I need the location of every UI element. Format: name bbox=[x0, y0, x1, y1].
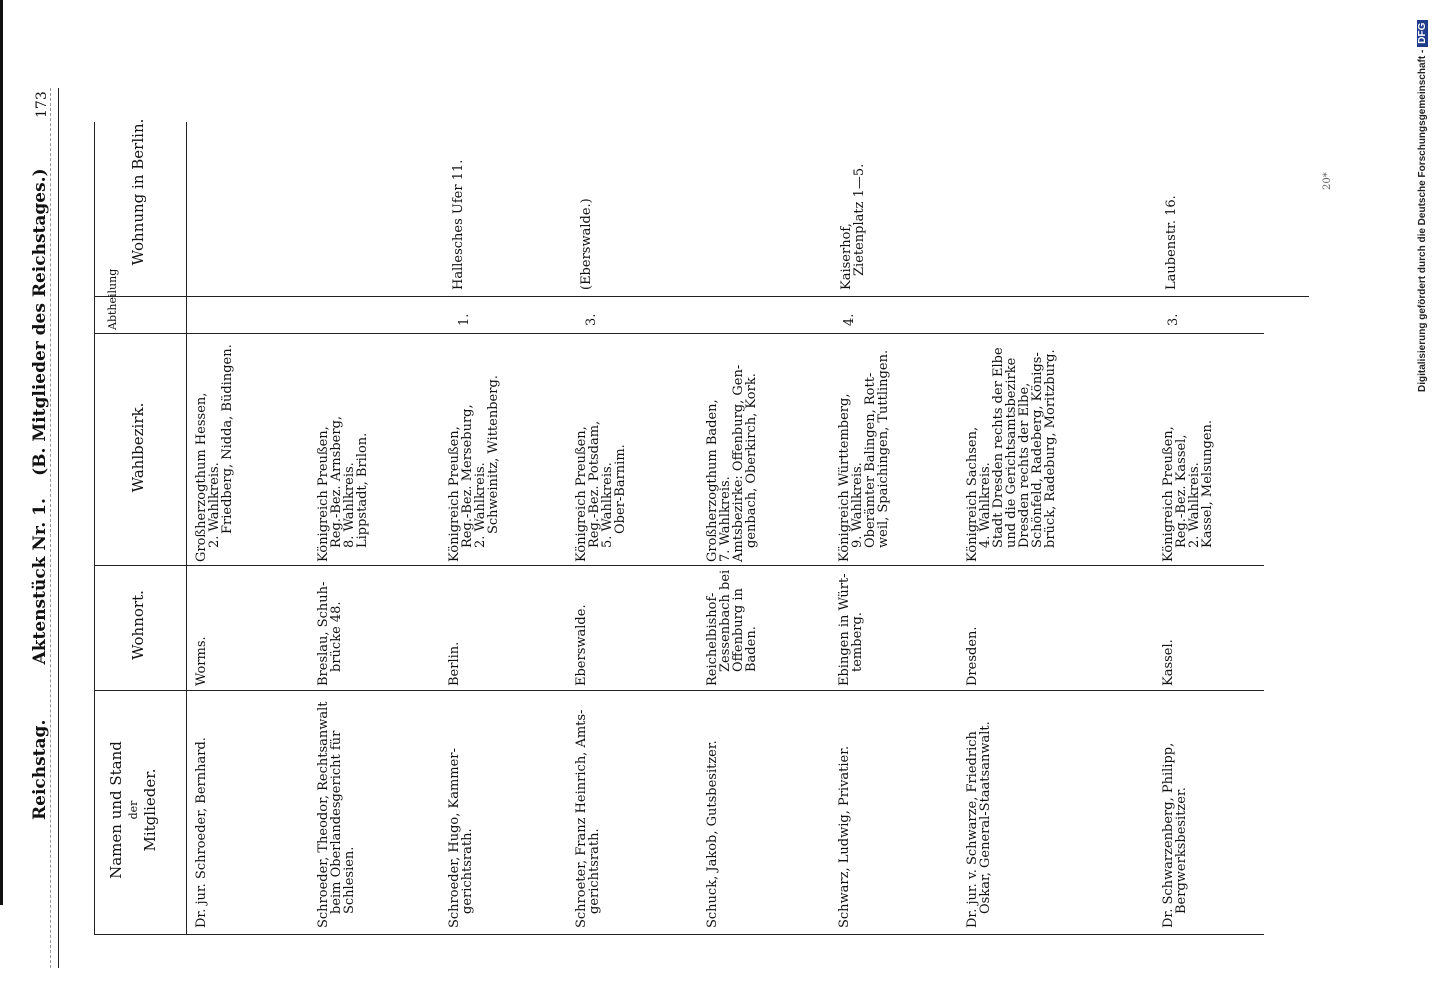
row-name-line: Dr. jur. Schroeder, Bernhard. bbox=[194, 737, 209, 928]
header-name-line1: Namen und Stand bbox=[107, 741, 125, 879]
row-residence-line: Eberswalde. bbox=[574, 604, 589, 686]
row-name-line: Dr. jur. v. Schwarze, Friedrich bbox=[965, 731, 980, 928]
row-residence-line: Breslau, Schuh- bbox=[316, 581, 331, 686]
row-district-line: Schönfeld, Radeberg, Königs- bbox=[1030, 352, 1045, 548]
row-district-line: 8. Wahlkreis. bbox=[342, 462, 357, 548]
row-name bbox=[448, 748, 474, 928]
row-district-line: Amtsbezirke: Offenburg, Gen- bbox=[731, 364, 746, 562]
row-residence bbox=[317, 582, 343, 686]
row-residence bbox=[1162, 639, 1175, 686]
row-division bbox=[585, 314, 598, 326]
header-district: Wahlbezirk. bbox=[129, 402, 147, 493]
row-berlin-line: Hallesches Ufer 11. bbox=[451, 159, 466, 290]
row-district-line: Großherzogthum Baden, bbox=[705, 399, 720, 562]
row-name bbox=[838, 746, 851, 928]
table-left-rule bbox=[94, 122, 95, 934]
row-name-line: Schlesien. bbox=[342, 846, 357, 914]
row-district bbox=[317, 416, 369, 562]
row-residence-line: Offenburg in bbox=[731, 588, 746, 672]
col-rule-division bbox=[94, 333, 1264, 334]
row-name-line: Schwarz, Ludwig, Privatier. bbox=[837, 745, 852, 928]
row-berlin bbox=[580, 198, 593, 290]
row-district-line: 5. Wahlkreis. bbox=[600, 462, 615, 548]
row-district-line: 2. Wahlkreis. bbox=[1187, 462, 1202, 548]
row-name-line: gerichtsrath. bbox=[460, 828, 475, 914]
row-residence-line: brücke 48. bbox=[329, 601, 344, 672]
footer-mark: 20* bbox=[1322, 172, 1333, 190]
row-name-line: Schroeter, Franz Heinrich, Amts- bbox=[574, 709, 589, 928]
row-berlin-line: Zietenplatz 1—5. bbox=[852, 163, 867, 276]
row-residence-line: Kassel. bbox=[1161, 639, 1176, 686]
digitization-note bbox=[1417, 20, 1428, 392]
row-name-line: Schuck, Jakob, Gutsbesitzer. bbox=[705, 740, 720, 928]
row-name bbox=[575, 710, 601, 928]
row-residence-line: Reichelbishof- bbox=[705, 592, 720, 686]
row-name-line: beim Oberlandesgericht für bbox=[329, 730, 344, 914]
header-left: Reichstag. bbox=[30, 719, 50, 820]
row-residence-line: Ebingen in Würt- bbox=[837, 573, 852, 686]
row-name bbox=[706, 740, 719, 928]
row-district-line: genbach, Oberkirch, Kork. bbox=[744, 373, 759, 548]
row-berlin-line: Kaiserhof, bbox=[839, 223, 854, 290]
row-district bbox=[1162, 420, 1214, 562]
row-berlin-line: (Eberswalde.) bbox=[579, 198, 594, 290]
header-name-line3: Mitglieder. bbox=[141, 768, 159, 852]
header-name bbox=[108, 695, 159, 925]
row-district-line: brück, Radeburg, Moritzburg. bbox=[1043, 349, 1058, 548]
digitization-text: Digitalisierung gefördert durch die Deutsche Forschungsgemeinschaft - bbox=[1417, 49, 1428, 392]
row-district-line: weil, Spaichingen, Tuttlingen. bbox=[876, 349, 891, 548]
row-district-line: Dresden rechts der Elbe, bbox=[1017, 382, 1032, 548]
row-division bbox=[458, 314, 471, 326]
row-division bbox=[843, 314, 856, 326]
row-residence bbox=[838, 573, 864, 686]
table-bottom-rule bbox=[94, 934, 1264, 935]
row-district-line: Reg.-Bez. Potsdam, bbox=[587, 420, 602, 548]
row-name-line: Oskar, General-Staatsanwalt. bbox=[978, 721, 993, 914]
row-residence bbox=[706, 570, 758, 686]
row-division-value: 3. bbox=[584, 313, 599, 326]
row-district-line: Friedberg, Nidda, Büdingen. bbox=[220, 344, 235, 534]
row-district bbox=[575, 421, 627, 562]
row-name-line: Dr. Schwarzenberg, Philipp, bbox=[1161, 742, 1176, 928]
row-district-line: Schweinitz, Wittenberg. bbox=[486, 375, 501, 534]
row-district-line: 4. Wahlkreis. bbox=[978, 462, 993, 548]
page-edge-dashed bbox=[50, 88, 51, 968]
row-district-line: 2. Wahlkreis. bbox=[207, 462, 222, 548]
row-name bbox=[195, 737, 208, 928]
row-residence-line: Berlin. bbox=[447, 641, 462, 686]
row-division-value: 3. bbox=[1166, 313, 1181, 326]
row-berlin bbox=[840, 164, 866, 290]
row-residence bbox=[575, 604, 588, 686]
row-district bbox=[195, 344, 234, 562]
row-district-line: Kassel, Melsungen. bbox=[1200, 419, 1215, 548]
row-district-line: Großherzogthum Hessen, bbox=[194, 392, 209, 562]
row-name-line: gerichtsrath. bbox=[587, 828, 602, 914]
row-district-line: und die Gerichtsamtsbezirke bbox=[1004, 357, 1019, 548]
row-division bbox=[1167, 314, 1180, 326]
row-residence bbox=[448, 642, 461, 686]
row-district-line: Reg.-Bez. Kassel, bbox=[1174, 434, 1189, 548]
row-name-line: Schroeder, Theodor, Rechtsanwalt bbox=[316, 701, 331, 928]
row-berlin bbox=[1165, 195, 1178, 290]
row-residence-line: temberg. bbox=[850, 612, 865, 672]
row-name-line: Schroeder, Hugo, Kammer- bbox=[447, 748, 462, 928]
running-header bbox=[30, 168, 50, 820]
header-bottom-rule bbox=[186, 122, 187, 934]
row-district-line: Oberämter Balingen, Rott- bbox=[863, 372, 878, 548]
row-district bbox=[966, 347, 1057, 562]
row-division-value: 1. bbox=[457, 313, 472, 326]
row-district-line: Königreich Preußen, bbox=[316, 426, 331, 562]
row-district-line: Reg.-Bez. Merseburg, bbox=[460, 404, 475, 548]
row-district-line: Stadt Dresden rechts der Elbe bbox=[991, 347, 1006, 548]
row-berlin-line: Laubenstr. 16. bbox=[1164, 195, 1179, 290]
col-rule-berlin bbox=[94, 296, 1309, 297]
row-district-line: Königreich Sachsen, bbox=[965, 426, 980, 562]
col-rule-residence bbox=[94, 690, 1264, 691]
row-district-line: Königreich Preußen, bbox=[574, 426, 589, 562]
row-district-line: Lippstadt, Brilon. bbox=[355, 432, 370, 548]
row-district bbox=[838, 350, 890, 562]
row-district bbox=[448, 375, 500, 562]
row-district-line: Reg.-Bez. Arnsberg, bbox=[329, 415, 344, 548]
header-residence: Wohnort. bbox=[129, 590, 147, 660]
page-number: 173 bbox=[34, 91, 50, 118]
row-division-value: 4. bbox=[842, 313, 857, 326]
dfg-badge: DFG bbox=[1417, 20, 1428, 47]
row-district bbox=[706, 365, 758, 562]
row-name bbox=[317, 701, 356, 928]
header-division: Abtheilung bbox=[106, 268, 119, 330]
header-name-line2: der bbox=[127, 800, 140, 820]
row-district-line: 7. Wahlkreis. bbox=[718, 476, 733, 562]
row-district-line: Königreich Preußen, bbox=[1161, 426, 1176, 562]
header-berlin: Wohnung in Berlin. bbox=[129, 118, 147, 266]
header-subtitle: (B. Mitglieder des Reichstages.) bbox=[30, 168, 50, 476]
row-residence bbox=[195, 636, 208, 686]
row-district-line: 9. Wahlkreis. bbox=[850, 462, 865, 548]
row-name-line: Bergwerksbesitzer. bbox=[1174, 787, 1189, 914]
row-residence-line: Zessenbach bei bbox=[718, 569, 733, 672]
row-berlin bbox=[452, 160, 465, 290]
header-rule bbox=[58, 88, 59, 968]
row-residence-line: Baden. bbox=[744, 626, 759, 672]
row-district-line: 2. Wahlkreis. bbox=[473, 462, 488, 548]
row-name bbox=[966, 721, 992, 928]
row-name bbox=[1162, 743, 1188, 928]
col-rule-district bbox=[94, 565, 1264, 566]
header-title: Aktenstück Nr. 1. bbox=[30, 498, 50, 665]
row-district-line: Ober-Barnim. bbox=[613, 444, 628, 534]
page-edge-line bbox=[0, 0, 3, 905]
row-district-line: Königreich Württemberg, bbox=[837, 393, 852, 562]
row-residence bbox=[966, 626, 979, 686]
row-residence-line: Dresden. bbox=[965, 626, 980, 686]
row-residence-line: Worms. bbox=[194, 636, 209, 686]
row-district-line: Königreich Preußen, bbox=[447, 426, 462, 562]
